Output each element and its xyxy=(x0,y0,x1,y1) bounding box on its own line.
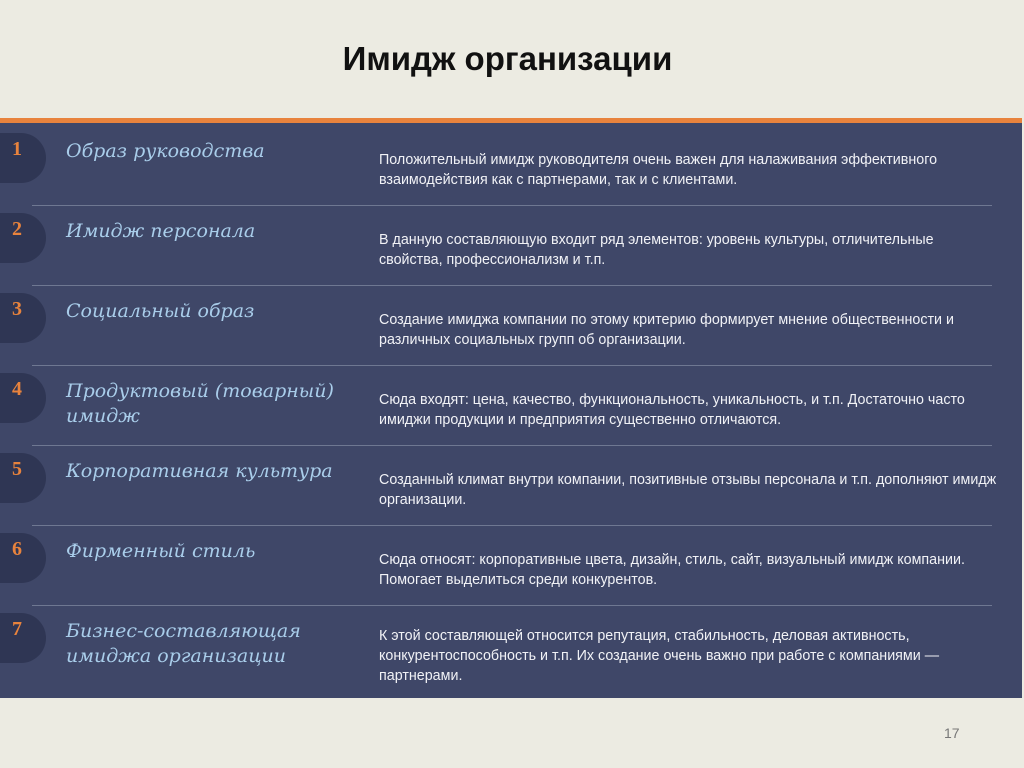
row-number: 4 xyxy=(12,378,22,400)
row-number: 6 xyxy=(12,538,22,560)
number-badge xyxy=(0,533,46,583)
image-components-table xyxy=(0,118,1022,698)
number-badge xyxy=(0,213,46,263)
component-name: Бизнес-составляющая имиджа организации xyxy=(66,620,301,667)
row-number: 1 xyxy=(12,138,22,160)
number-badge xyxy=(0,453,46,503)
row-number: 2 xyxy=(12,218,22,240)
row-number: 5 xyxy=(12,458,22,480)
table-row xyxy=(0,366,1022,446)
component-description: В данную составляющую входит ряд элементов: уровень культуры, отличительные свойства, профессионализм и т.п. xyxy=(379,232,934,268)
component-name: Образ руководства xyxy=(66,140,265,162)
number-badge xyxy=(0,293,46,343)
component-name: Корпоративная культура xyxy=(66,460,333,482)
component-name: Продуктовый (товарный) имидж xyxy=(66,380,334,427)
table-row xyxy=(0,606,1022,696)
row-number: 3 xyxy=(12,298,22,320)
component-description: К этой составляющей относится репутация, стабильность, деловая активность, конкурентоспособность и т.п. Их создание очень важно при работе с компаниями — партнерами. xyxy=(379,628,940,684)
component-description: Создание имиджа компании по этому критерию формирует мнение общественности и различных социальных групп об организации. xyxy=(379,312,954,348)
number-badge xyxy=(0,373,46,423)
table-row xyxy=(0,446,1022,526)
row-number: 7 xyxy=(12,618,22,640)
table-row xyxy=(0,286,1022,366)
slide-title: Имидж организации xyxy=(342,40,673,77)
page-number: 17 xyxy=(944,725,960,741)
component-description: Положительный имидж руководителя очень важен для налаживания эффективного взаимодействия как с партнерами, так и с клиентами. xyxy=(379,152,938,188)
component-name: Имидж персонала xyxy=(66,220,256,242)
component-name: Фирменный стиль xyxy=(66,540,256,562)
table-row xyxy=(0,126,1022,206)
number-badge xyxy=(0,133,46,183)
table-row xyxy=(0,206,1022,286)
component-description: Сюда относят: корпоративные цвета, дизайн, стиль, сайт, визуальный имидж компании. Помогает выделиться среди конкурентов. xyxy=(379,552,965,588)
number-badge xyxy=(0,613,46,663)
table-row xyxy=(0,526,1022,606)
component-name: Социальный образ xyxy=(66,300,255,322)
component-description: Созданный климат внутри компании, позитивные отзывы персонала и т.п. дополняют имидж организации. xyxy=(379,472,997,508)
component-description: Сюда входят: цена, качество, функциональность, уникальность, и т.п. Достаточно часто имиджи продукции и предприятия существенно отличаются. xyxy=(379,392,965,428)
